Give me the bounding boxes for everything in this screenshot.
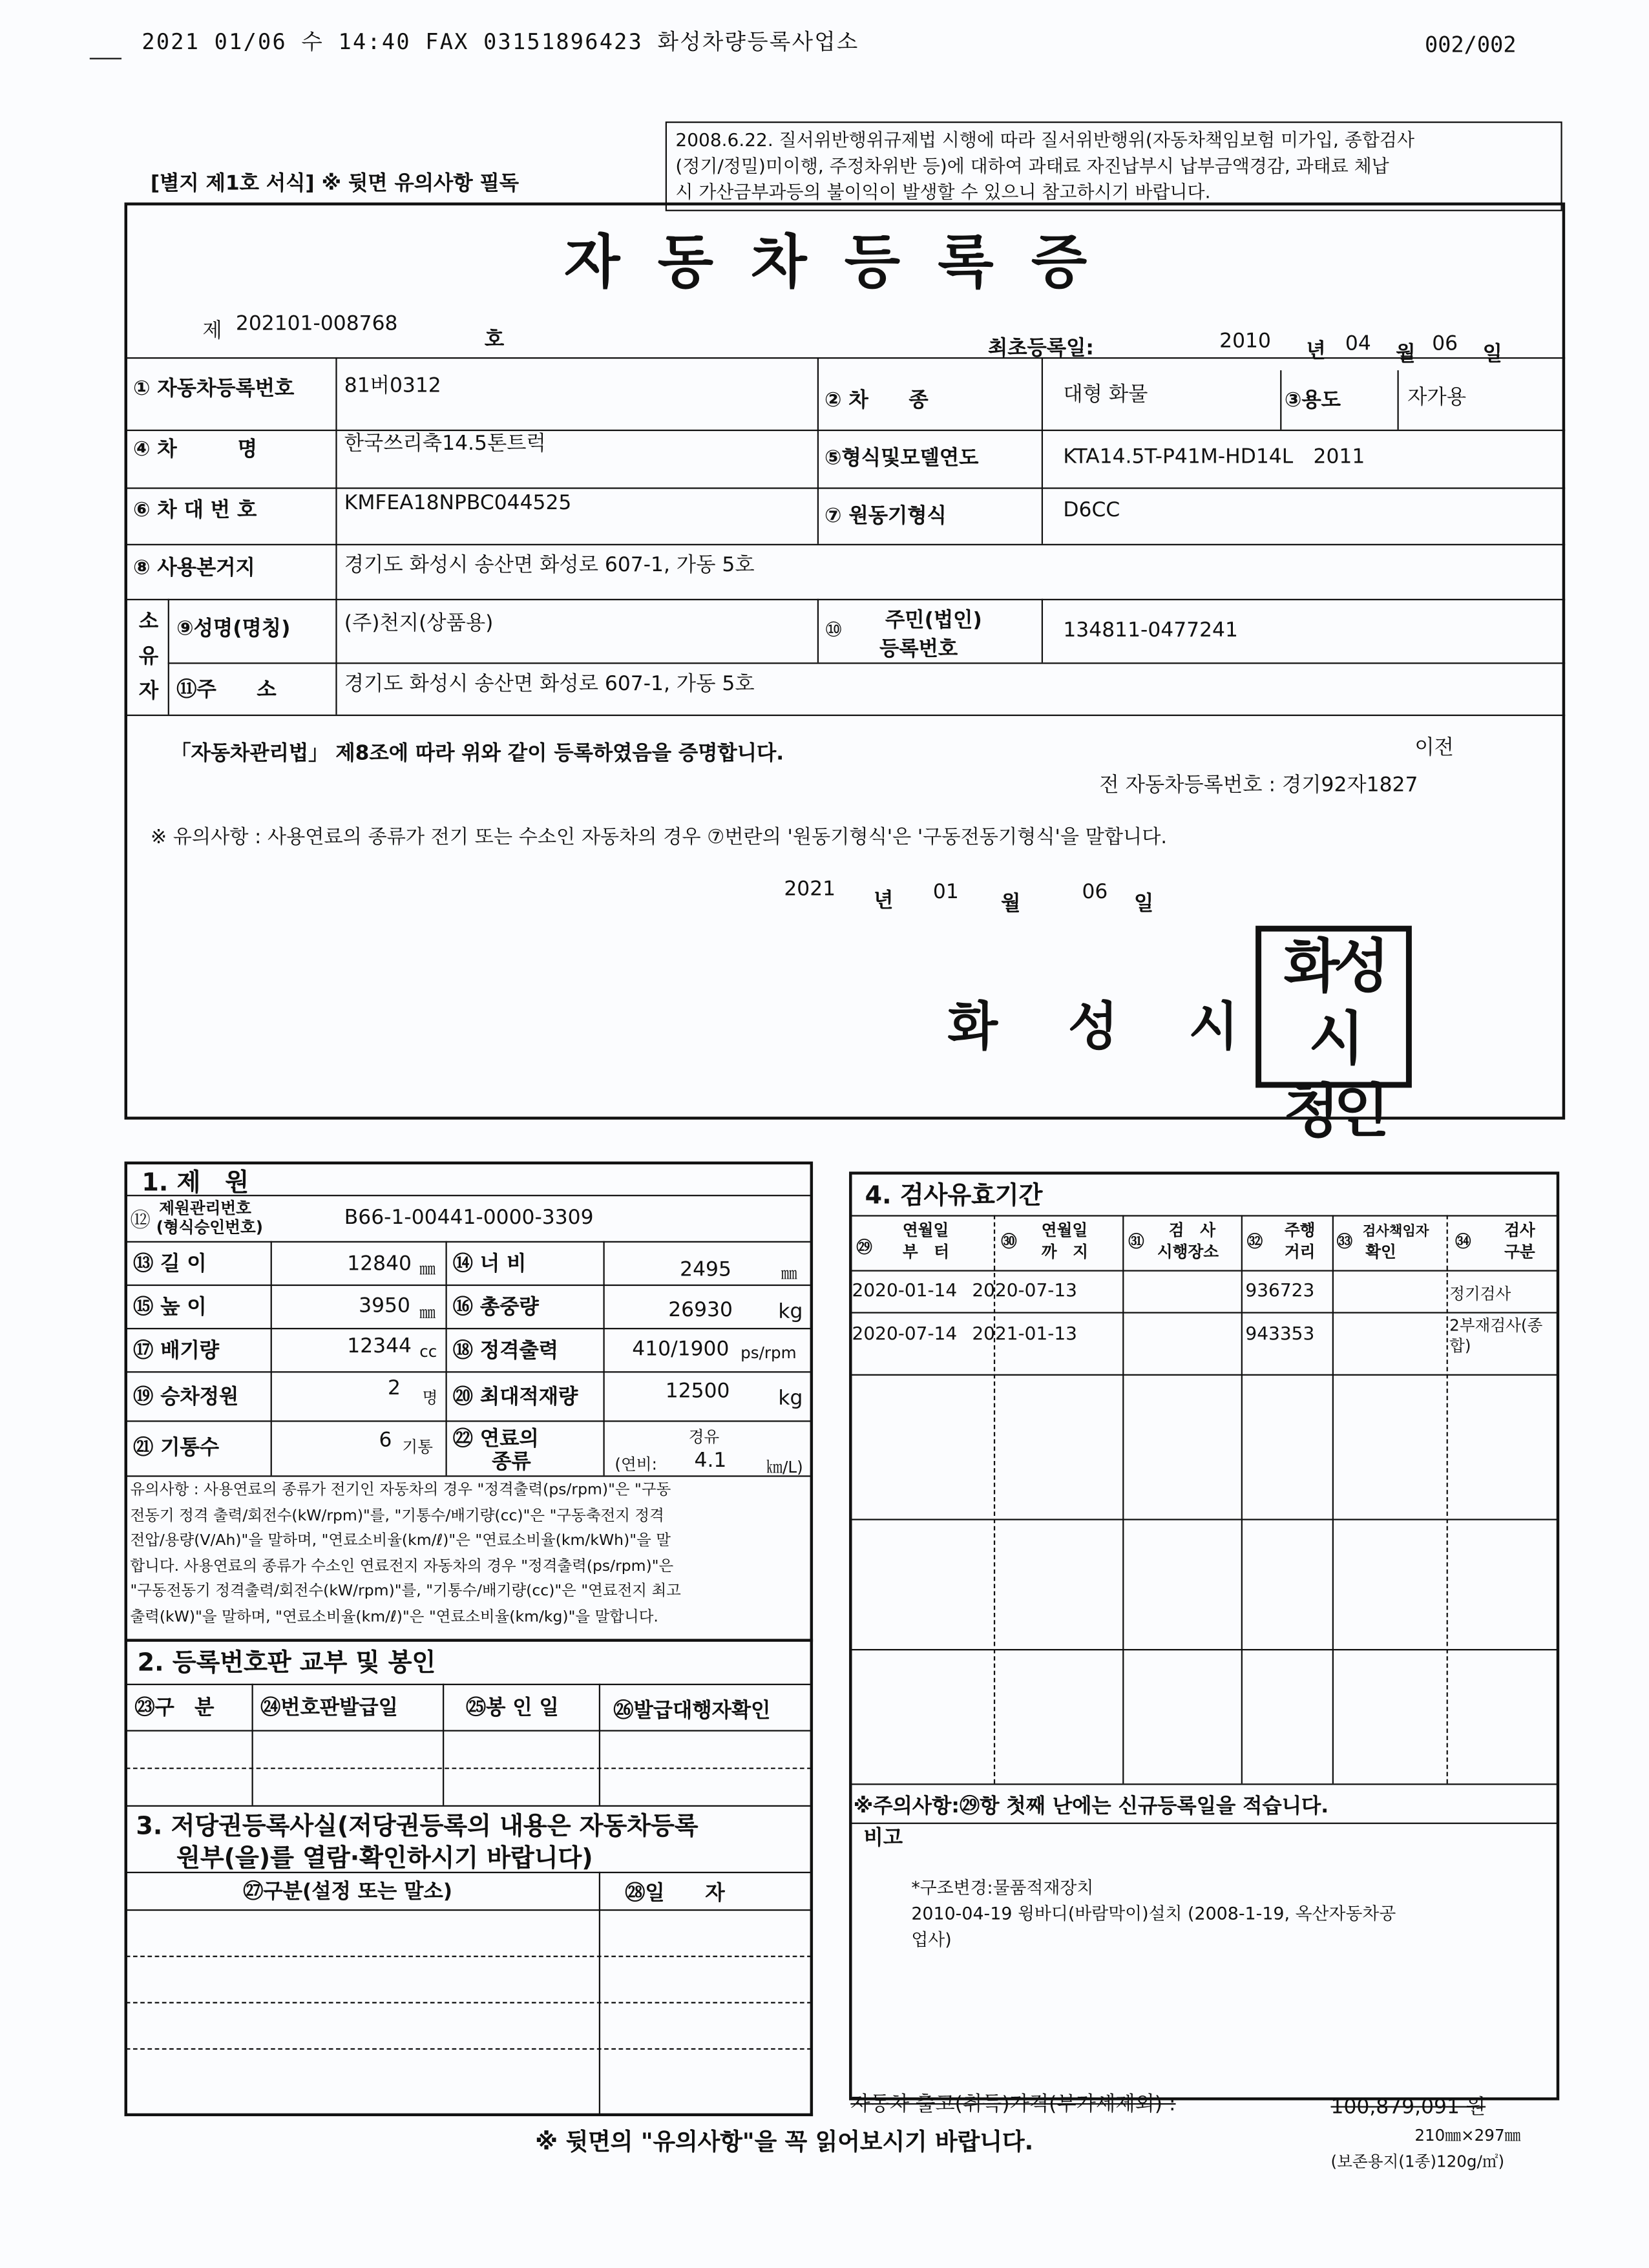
table-rule	[126, 1956, 812, 1957]
penalty-notice-box	[666, 121, 1562, 211]
issue-day: 06	[1082, 881, 1108, 905]
insp-header-num: ㉝	[1336, 1232, 1353, 1252]
remarks-text	[911, 1874, 1396, 1953]
note-line: 출력(kW)"을 말하며, "연료소비율(km/ℓ)"은 "연료소비율(km/kg)"을 말합니다.	[130, 1608, 658, 1626]
insp-header-num: ㉛	[1128, 1232, 1144, 1252]
insp-header: 연월일	[902, 1221, 949, 1240]
table-rule	[850, 1374, 1558, 1376]
fuel-value: 경유	[688, 1427, 720, 1447]
seating-value: 2	[387, 1377, 401, 1400]
month-label: 월	[1396, 342, 1416, 366]
table-rule	[126, 1909, 812, 1911]
transfer-label: 이전	[1414, 736, 1454, 760]
engine-value: D6CC	[1063, 499, 1120, 523]
paper-size: 210㎜×297㎜	[1414, 2126, 1521, 2145]
lien-header: ㉘일 자	[625, 1882, 725, 1906]
table-rule	[1397, 370, 1398, 430]
remarks-line: *구조변경:물품적재장치	[911, 1877, 1094, 1898]
table-rule	[1280, 370, 1281, 430]
seating-unit: 명	[422, 1389, 438, 1408]
table-rule	[126, 2048, 812, 2050]
lien-title: 원부(을)를 열람·확인하시기 바랍니다)	[176, 1844, 593, 1873]
corp-no-num: ⑩	[824, 619, 843, 642]
displacement-value: 12344	[347, 1335, 412, 1359]
mgmt-label: 제원관리번호	[159, 1199, 251, 1218]
first-reg-month: 04	[1345, 332, 1371, 356]
table-rule	[817, 357, 819, 544]
table-rule	[850, 1270, 1558, 1271]
table-rule	[445, 1241, 446, 1476]
inspection-section	[849, 1171, 1559, 2100]
insp-header: 구분	[1504, 1242, 1535, 1262]
paper-type: (보존용지(1종)120g/㎡)	[1330, 2152, 1505, 2172]
plate-header: ㉕봉 인 일	[465, 1696, 559, 1720]
spec-note	[130, 1478, 680, 1630]
table-rule	[168, 662, 1565, 664]
insp-kind: 정기검사	[1449, 1284, 1511, 1303]
insp-header: 검 사	[1168, 1221, 1216, 1240]
issue-year: 2021	[784, 877, 836, 901]
plate-header: ㉓구 분	[134, 1696, 215, 1720]
notice-line: 2008.6.22. 질서위반행위규제법 시행에 따라 질서위반행위(자동차책임보험 미가입, 종합검사	[675, 129, 1415, 151]
plate-header: ㉖발급대행자확인	[613, 1699, 771, 1723]
insp-header: 검사책임자	[1362, 1223, 1429, 1240]
car-name-value: 한국쓰리축14.5톤트럭	[344, 432, 546, 456]
insp-header: 확인	[1365, 1242, 1396, 1262]
note-line: 전동기 정격 출력/회전수(kW/rpm)"를, "기통수/배기량(cc)"은 "구동축전지 정격	[130, 1506, 664, 1524]
model-year-label: ⑤형식및모델연도	[824, 446, 979, 470]
divider	[90, 58, 121, 59]
table-rule	[126, 1730, 812, 1731]
remarks-line: 업사)	[911, 1929, 952, 1950]
length-value: 12840	[347, 1252, 412, 1276]
table-rule	[126, 1684, 812, 1685]
table-rule	[443, 1684, 444, 1805]
insp-header: 주행	[1284, 1221, 1316, 1240]
plate-header: ㉔번호판발급일	[260, 1696, 398, 1720]
table-rule	[817, 599, 819, 662]
table-rule	[126, 430, 1565, 431]
table-rule	[126, 357, 1565, 359]
remarks-line: 2010-04-19 윙바디(바람막이)설치 (2008-1-19, 옥산자동차공	[911, 1903, 1396, 1924]
footer-notice: ※ 뒷면의 "유의사항"을 꼭 읽어보시기 바랍니다.	[535, 2127, 1034, 2156]
caution-note: ※ 유의사항 : 사용연료의 종류가 전기 또는 수소인 자동차의 경우 ⑦번란의 '원동기형식'은 '구동전동기형식'을 말합니다.	[150, 826, 1168, 850]
reg-no-label: ① 자동차등록번호	[132, 377, 295, 401]
table-rule	[1447, 1215, 1448, 1783]
text: 청인	[1283, 1078, 1384, 1146]
vin-value: KMFEA18NPBC044525	[344, 492, 572, 515]
page-title: 자 동 차 등 록 증	[564, 229, 1096, 297]
table-rule	[1042, 357, 1043, 544]
text: 화성시	[1283, 934, 1384, 1074]
table-rule	[168, 599, 169, 715]
max-load-unit: kg	[778, 1387, 803, 1411]
table-rule	[126, 1371, 812, 1372]
corp-no-value: 134811-0477241	[1063, 619, 1238, 642]
day-label: 일	[1134, 892, 1154, 916]
official-seal	[1255, 926, 1412, 1146]
displacement-unit: cc	[419, 1342, 437, 1361]
insp-header-num: ㉜	[1246, 1232, 1263, 1252]
price-value: 100,879,091 원	[1330, 2095, 1486, 2119]
table-rule	[1332, 1215, 1334, 1783]
reg-no-value: 81버0312	[344, 374, 441, 398]
base-value: 경기도 화성시 송산면 화성로 607-1, 가동 5호	[344, 554, 755, 578]
owner-addr-value: 경기도 화성시 송산면 화성로 607-1, 가동 5호	[344, 672, 755, 696]
cylinders-unit: 기통	[402, 1438, 433, 1457]
fuel-label: ㉒ 연료의	[452, 1427, 539, 1451]
rated-output-unit: ps/rpm	[740, 1343, 797, 1363]
insp-header: 까 지	[1041, 1242, 1089, 1262]
table-rule	[850, 1649, 1558, 1650]
car-type-label: ② 차 종	[824, 389, 929, 413]
table-rule	[126, 1475, 812, 1476]
remarks-label: 비고	[863, 1827, 903, 1851]
form-label: [별지 제1호 서식] ※ 뒷면 유의사항 필독	[150, 172, 520, 196]
inspection-notice: ※주의사항:㉙항 첫째 난에는 신규등록일을 적습니다.	[853, 1795, 1329, 1818]
month-label: 월	[1001, 892, 1021, 916]
length-unit: ㎜	[419, 1259, 436, 1279]
table-rule	[126, 1241, 812, 1243]
table-rule	[126, 1420, 812, 1422]
model-year-value: KTA14.5T-P41M-HD14L 2011	[1063, 445, 1365, 469]
mgmt-label: (형식승인번호)	[156, 1217, 264, 1237]
note-line: 유의사항 : 사용연료의 종류가 전기인 자동차의 경우 "정격출력(ps/rpm)"은 "구동	[130, 1481, 671, 1499]
insp-header: 부 터	[902, 1242, 950, 1262]
insp-header-num: ㉙	[856, 1238, 872, 1257]
width-value: 2495	[680, 1258, 731, 1282]
displacement-label: ⑰ 배기량	[132, 1339, 220, 1363]
table-rule	[335, 357, 337, 715]
engine-label: ⑦ 원동기형식	[824, 505, 947, 529]
plate-title: 2. 등록번호판 교부 및 봉인	[137, 1649, 436, 1678]
table-rule	[1122, 1215, 1124, 1783]
price-label: 자동차 출고(취득)가격(부가세제외) :	[850, 2093, 1176, 2117]
width-label: ⑭ 너 비	[452, 1252, 527, 1276]
width-unit: ㎜	[781, 1264, 797, 1283]
note-line: "구동전동기 정격출력/회전수(kW/rpm)"를, "기통수/배기량(cc)"은 "연료전지 최고	[130, 1582, 681, 1600]
table-rule	[850, 1312, 1558, 1313]
notice-line: (정기/정밀)미이행, 주정차위반 등)에 대하여 과태료 자진납부시 납부금액경감, 과태료 체납	[675, 154, 1389, 177]
vin-label: ⑥ 차 대 번 호	[132, 499, 257, 523]
gross-weight-label: ⑯ 총중량	[452, 1296, 539, 1319]
insp-header-num: ㉞	[1455, 1232, 1471, 1252]
car-name-label: ④ 차 명	[132, 438, 257, 462]
lien-header: ㉗구분(설정 또는 말소)	[243, 1880, 453, 1904]
table-rule	[126, 1768, 812, 1769]
table-rule	[126, 544, 1565, 545]
table-rule	[850, 1519, 1558, 1520]
insp-header: 거리	[1284, 1242, 1316, 1262]
efficiency-unit: ㎞/L)	[766, 1458, 803, 1477]
insp-header: 연월일	[1041, 1221, 1088, 1240]
cylinders-value: 6	[379, 1429, 392, 1453]
mgmt-num: ⑫	[130, 1209, 151, 1233]
table-rule	[126, 599, 1565, 600]
table-rule	[126, 487, 1565, 488]
gross-weight-unit: kg	[778, 1300, 803, 1324]
height-value: 3950	[359, 1294, 410, 1318]
owner-group-label: 소유자	[138, 610, 159, 703]
table-rule	[126, 1285, 812, 1286]
table-rule	[599, 1684, 600, 1805]
doc-number: 202101-008768	[235, 312, 398, 336]
table-rule	[271, 1241, 272, 1476]
issuer-name: 화 성 시	[947, 998, 1265, 1058]
gross-weight-value: 26930	[668, 1299, 733, 1323]
height-unit: ㎜	[419, 1303, 436, 1323]
doc-number-prefix: 제	[202, 319, 222, 343]
usage-value: 자가용	[1407, 386, 1466, 410]
certify-statement: 「자동차관리법」 제8조에 따라 위와 같이 등록하였음을 증명합니다.	[171, 742, 784, 766]
inspection-title: 4. 검사유효기간	[865, 1181, 1043, 1211]
insp-mileage: 943353	[1245, 1322, 1315, 1344]
corp-no-label: 등록번호	[879, 638, 958, 662]
corp-no-label: 주민(법인)	[885, 609, 982, 633]
fax-header: 2021 01/06 수 14:40 FAX 03151896423 화성차량등록사업소	[142, 28, 859, 56]
efficiency-value: 4.1	[694, 1449, 727, 1473]
car-type-value: 대형 화물	[1063, 383, 1148, 407]
notice-line: 시 가산금부과등의 불이익이 발생할 수 있으니 참고하시기 바랍니다.	[675, 180, 1211, 203]
usage-label: ③용도	[1284, 389, 1341, 413]
day-label: 일	[1482, 342, 1502, 366]
insp-header: 시행장소	[1157, 1242, 1219, 1262]
insp-to: 2020-07-13	[972, 1278, 1077, 1301]
table-rule	[850, 1823, 1558, 1824]
insp-mileage: 936723	[1245, 1278, 1315, 1301]
spec-title: 1. 제 원	[142, 1168, 249, 1198]
table-rule	[126, 2002, 812, 2003]
table-rule	[126, 715, 1565, 716]
owner-name-label: ⑨성명(명칭)	[176, 617, 291, 641]
seating-label: ⑲ 승차정원	[132, 1385, 239, 1409]
table-rule	[599, 1872, 600, 2115]
fuel-label: 종류	[492, 1451, 531, 1475]
owner-name-value: (주)천지(상품용)	[344, 611, 494, 635]
table-rule	[126, 1328, 812, 1329]
table-rule	[126, 1872, 812, 1873]
table-rule	[252, 1684, 253, 1805]
table-rule	[1042, 599, 1043, 662]
rated-output-label: ⑱ 정격출력	[452, 1339, 559, 1363]
rated-output-value: 410/1900	[632, 1338, 730, 1361]
mgmt-value: B66-1-00441-0000-3309	[344, 1206, 594, 1230]
table-rule	[1241, 1215, 1243, 1783]
insp-from: 2020-01-14	[852, 1278, 958, 1301]
height-label: ⑮ 높 이	[132, 1296, 207, 1319]
insp-header-num: ㉚	[1001, 1232, 1017, 1252]
insp-to: 2021-01-13	[972, 1322, 1077, 1344]
issue-month: 01	[932, 881, 959, 905]
max-load-value: 12500	[665, 1380, 730, 1403]
efficiency-label: (연비:	[614, 1455, 657, 1475]
prev-reg-no: 전 자동차등록번호 : 경기92자1827	[1099, 773, 1418, 797]
first-reg-day: 06	[1432, 332, 1458, 356]
lien-title: 3. 저당권등록사실(저당권등록의 내용은 자동차등록	[136, 1812, 698, 1842]
year-label: 년	[874, 889, 894, 913]
owner-addr-label: ⑪주 소	[176, 678, 277, 702]
table-rule	[603, 1241, 604, 1476]
fax-page-count: 002/002	[1425, 32, 1517, 58]
table-rule	[850, 1783, 1558, 1785]
max-load-label: ⑳ 최대적재량	[452, 1385, 578, 1409]
base-label: ⑧ 사용본거지	[132, 556, 255, 580]
doc-number-suffix: 호	[484, 328, 505, 352]
first-reg-label: 최초등록일:	[987, 337, 1094, 361]
table-rule	[850, 1215, 1558, 1216]
insp-from: 2020-07-14	[852, 1322, 958, 1344]
length-label: ⑬ 길 이	[132, 1252, 207, 1276]
note-line: 합니다. 사용연료의 종류가 수소인 연료전지 자동차의 경우 "정격출력(ps/rpm)"은	[130, 1557, 674, 1575]
year-label: 년	[1306, 340, 1326, 363]
cylinders-label: ㉑ 기통수	[132, 1436, 220, 1460]
insp-header: 검사	[1504, 1221, 1535, 1240]
insp-kind: 2부재검사(종합)	[1449, 1316, 1543, 1356]
first-reg-year: 2010	[1219, 330, 1271, 353]
note-line: 전압/용량(V/Ah)"을 말하며, "연료소비율(km/ℓ)"은 "연료소비율(km/kWh)"을 말	[130, 1531, 671, 1549]
